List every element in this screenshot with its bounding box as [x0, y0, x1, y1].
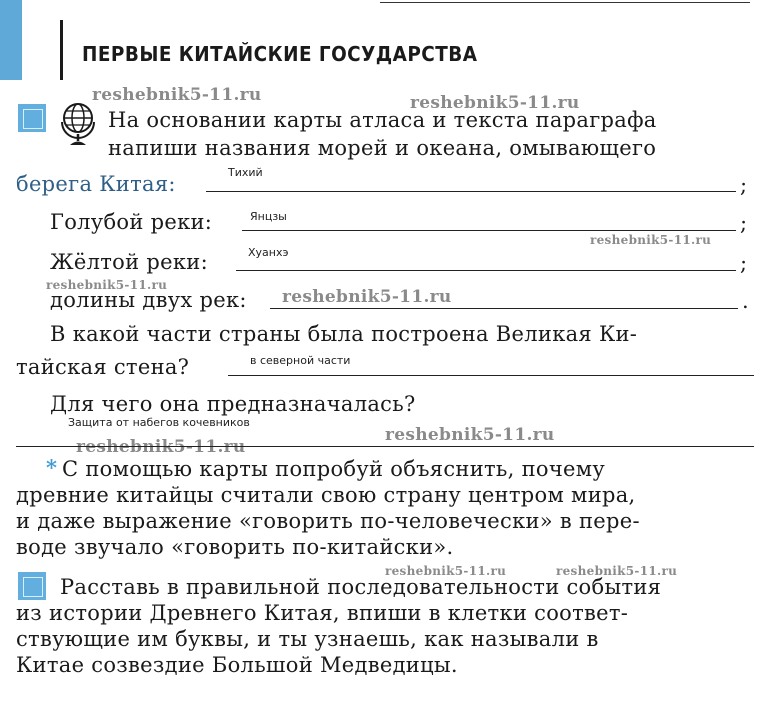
blue-river-answer: Янцзы: [250, 210, 287, 223]
watermark: reshebnik5-11.ru: [590, 233, 712, 247]
question-wall-line2: тайская стена?: [16, 355, 190, 379]
watermark: reshebnik5-11.ru: [385, 564, 507, 578]
valley-answer-line: [270, 308, 738, 309]
top-rule: [380, 2, 750, 3]
watermark: reshebnik5-11.ru: [76, 437, 246, 457]
valley-label: долины двух рек:: [50, 288, 247, 312]
star-line1: С помощью карты попробуй объяснить, почему: [62, 457, 606, 481]
watermark: reshebnik5-11.ru: [282, 287, 452, 307]
watermark: reshebnik5-11.ru: [410, 93, 580, 113]
task-square-icon: [18, 104, 46, 132]
task1-line2: напиши названия морей и океана, омывающего: [108, 136, 657, 160]
task1-line1: На основании карты атласа и текста параграфа: [108, 108, 657, 132]
semicolon: ;: [740, 251, 748, 275]
blue-river-answer-line: [242, 230, 736, 231]
seas-answer: Тихий: [228, 166, 263, 179]
watermark: reshebnik5-11.ru: [92, 85, 262, 105]
yellow-river-answer-line: [236, 270, 736, 271]
semicolon: ;: [740, 173, 748, 197]
seas-label: берега Китая:: [16, 172, 176, 196]
wall-location-answer: в северной части: [250, 354, 351, 367]
question-purpose: Для чего она предназначалась?: [50, 392, 416, 416]
star-line2: древние китайцы считали свою страну центром мира,: [16, 483, 636, 507]
semicolon: ;: [740, 211, 748, 235]
star-line3: и даже выражение «говорить по-человечески» в пере-: [16, 509, 640, 533]
wall-location-answer-line: [228, 375, 754, 376]
page-title: ПЕРВЫЕ КИТАЙСКИЕ ГОСУДАРСТВА: [82, 42, 478, 66]
watermark: reshebnik5-11.ru: [385, 425, 555, 445]
watermark: reshebnik5-11.ru: [556, 564, 678, 578]
task2-line2: из истории Древнего Китая, впиши в клетки соответ-: [16, 601, 629, 625]
star-mark: *: [46, 455, 58, 480]
star-line4: воде звучало «говорить по-китайски».: [16, 535, 454, 559]
question-wall-line1: В какой части страны была построена Великая Ки-: [50, 322, 638, 346]
yellow-river-label: Жёлтой реки:: [50, 250, 208, 274]
period: .: [742, 289, 749, 313]
seas-answer-line: [206, 191, 736, 192]
yellow-river-answer: Хуанхэ: [248, 246, 289, 259]
title-marker: [60, 20, 63, 80]
purpose-answer-line: [16, 446, 754, 447]
task-square-icon: [18, 572, 46, 600]
left-accent-stripe: [0, 0, 22, 80]
blue-river-label: Голубой реки:: [50, 210, 213, 234]
globe-icon: [58, 100, 98, 148]
watermark: reshebnik5-11.ru: [46, 278, 168, 292]
task2-line3: ствующие им буквы, и ты узнаешь, как называли в: [16, 627, 599, 651]
task2-line1: Расставь в правильной последовательности события: [60, 575, 662, 599]
purpose-answer: Защита от набегов кочевников: [68, 416, 250, 429]
task2-line4: Китае созвездие Большой Медведицы.: [16, 653, 458, 677]
